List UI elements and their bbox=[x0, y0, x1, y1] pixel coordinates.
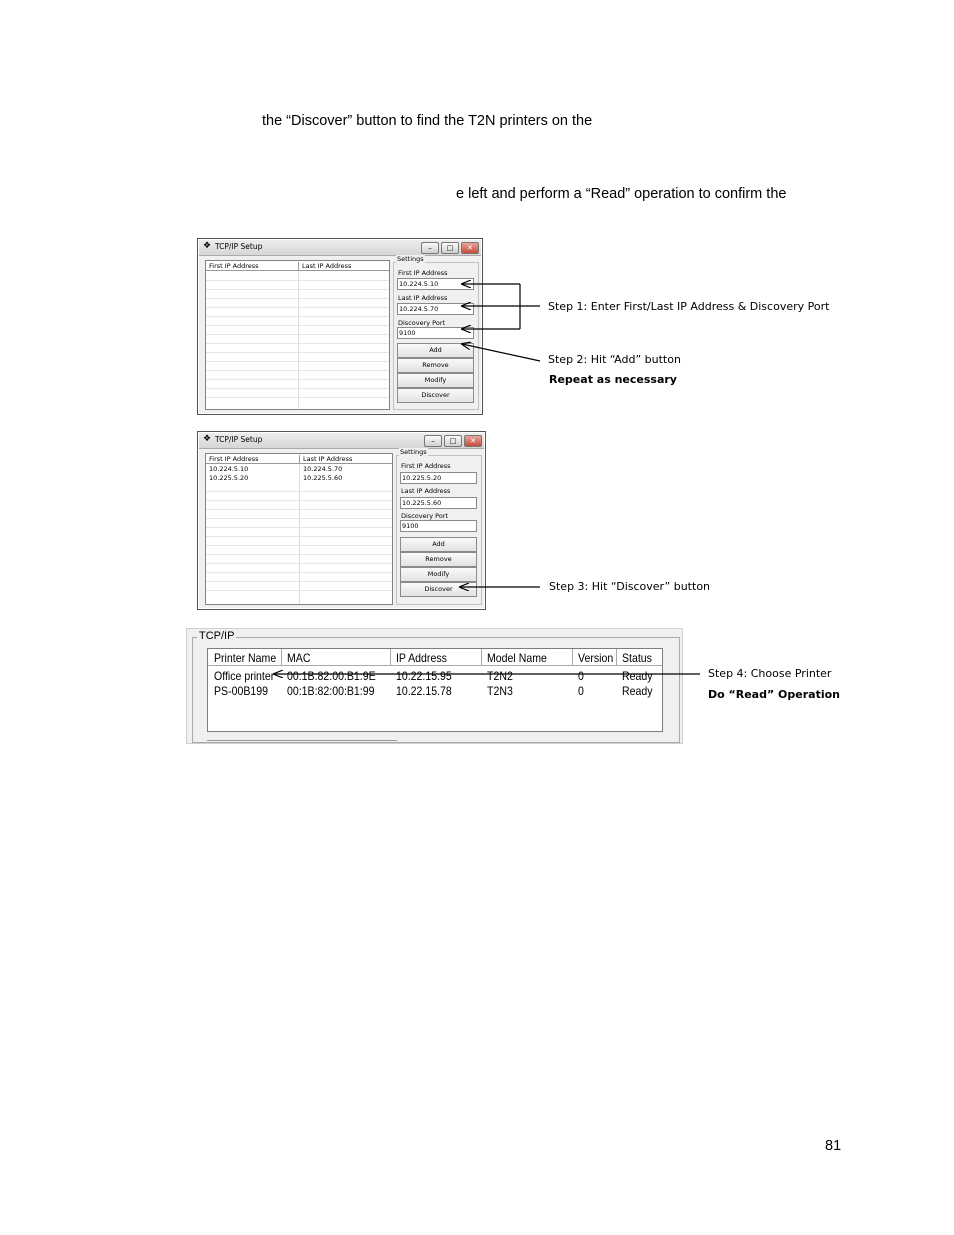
column-first-ip[interactable]: First IP Address bbox=[209, 262, 259, 270]
last-ip-input[interactable]: 10.224.5.70 bbox=[397, 303, 474, 315]
version-cell: 0 bbox=[578, 684, 584, 698]
last-ip-cell: 10.225.5.60 bbox=[303, 474, 343, 482]
status-cell: Ready bbox=[622, 684, 653, 698]
column-model-name[interactable]: Model Name bbox=[487, 651, 547, 665]
page-number: 81 bbox=[825, 1138, 842, 1154]
arrow-to-add bbox=[462, 344, 540, 361]
model-cell: T2N2 bbox=[487, 669, 513, 683]
column-version[interactable]: Version bbox=[578, 651, 614, 665]
tcpip-group-label: TCP/IP bbox=[199, 630, 235, 642]
add-button[interactable]: Add bbox=[400, 537, 477, 552]
remove-button[interactable]: Remove bbox=[397, 358, 474, 373]
close-button[interactable]: ✕ bbox=[464, 435, 482, 447]
port-label: Discovery Port bbox=[401, 512, 449, 520]
ip-cell: 10.22.15.95 bbox=[396, 669, 452, 683]
discover-button[interactable]: Discover bbox=[397, 388, 474, 403]
add-button[interactable]: Add bbox=[397, 343, 474, 358]
settings-label: Settings bbox=[397, 255, 424, 263]
version-cell: 0 bbox=[578, 669, 584, 683]
port-input[interactable]: 9100 bbox=[400, 520, 477, 532]
step2-repeat-note: Repeat as necessary bbox=[549, 373, 677, 386]
maximize-button[interactable]: □ bbox=[441, 242, 459, 254]
ip-cell: 10.22.15.78 bbox=[396, 684, 452, 698]
minimize-button[interactable]: – bbox=[421, 242, 439, 254]
column-mac[interactable]: MAC bbox=[287, 651, 311, 665]
remove-button[interactable]: Remove bbox=[400, 552, 477, 567]
model-cell: T2N3 bbox=[487, 684, 513, 698]
settings-label: Settings bbox=[400, 448, 427, 456]
first-ip-cell: 10.224.5.10 bbox=[209, 465, 249, 473]
body-text-line-1: the “Discover” button to find the T2N printers on the bbox=[262, 113, 593, 129]
last-ip-label: Last IP Address bbox=[398, 294, 448, 302]
status-cell: Ready bbox=[622, 669, 653, 683]
step4-note: Step 4: Choose Printer bbox=[708, 667, 832, 680]
port-input[interactable]: 9100 bbox=[397, 327, 474, 339]
column-ip-address[interactable]: IP Address bbox=[396, 651, 447, 665]
first-ip-cell: 10.225.5.20 bbox=[209, 474, 249, 482]
mac-cell: 00:1B:82:00:B1:9E bbox=[287, 669, 376, 683]
step1-note: Step 1: Enter First/Last IP Address & Discovery Port bbox=[548, 300, 830, 313]
column-status[interactable]: Status bbox=[622, 651, 652, 665]
first-ip-label: First IP Address bbox=[398, 269, 448, 277]
close-button[interactable]: ✕ bbox=[461, 242, 479, 254]
column-last-ip[interactable]: Last IP Address bbox=[302, 262, 352, 270]
last-ip-label: Last IP Address bbox=[401, 487, 451, 495]
column-last-ip[interactable]: Last IP Address bbox=[303, 455, 353, 463]
last-ip-input[interactable]: 10.225.5.60 bbox=[400, 497, 477, 509]
first-ip-label: First IP Address bbox=[401, 462, 451, 470]
step3-note: Step 3: Hit “Discover” button bbox=[549, 580, 711, 593]
app-icon: ❖ bbox=[203, 434, 212, 444]
step4-read-note: Do “Read” Operation bbox=[708, 688, 840, 701]
printer-name-cell: PS-00B199 bbox=[214, 684, 269, 698]
step2-note: Step 2: Hit “Add” button bbox=[548, 353, 681, 366]
dialog-title: TCP/IP Setup bbox=[215, 435, 263, 444]
minimize-button[interactable]: – bbox=[424, 435, 442, 447]
first-ip-input[interactable]: 10.224.5.10 bbox=[397, 278, 474, 290]
printer-name-cell: Office printer bbox=[214, 669, 275, 683]
app-icon: ❖ bbox=[203, 241, 212, 251]
first-ip-input[interactable]: 10.225.5.20 bbox=[400, 472, 477, 484]
last-ip-cell: 10.224.5.70 bbox=[303, 465, 343, 473]
port-label: Discovery Port bbox=[398, 319, 446, 327]
maximize-button[interactable]: □ bbox=[444, 435, 462, 447]
mac-cell: 00:1B:82:00:B1:99 bbox=[287, 684, 375, 698]
dialog-title: TCP/IP Setup bbox=[215, 242, 263, 251]
column-printer-name[interactable]: Printer Name bbox=[214, 651, 277, 665]
modify-button[interactable]: Modify bbox=[400, 567, 477, 582]
discover-button[interactable]: Discover bbox=[400, 582, 477, 597]
modify-button[interactable]: Modify bbox=[397, 373, 474, 388]
column-first-ip[interactable]: First IP Address bbox=[209, 455, 259, 463]
body-text-line-2: e left and perform a “Read” operation to confirm the bbox=[456, 186, 787, 202]
